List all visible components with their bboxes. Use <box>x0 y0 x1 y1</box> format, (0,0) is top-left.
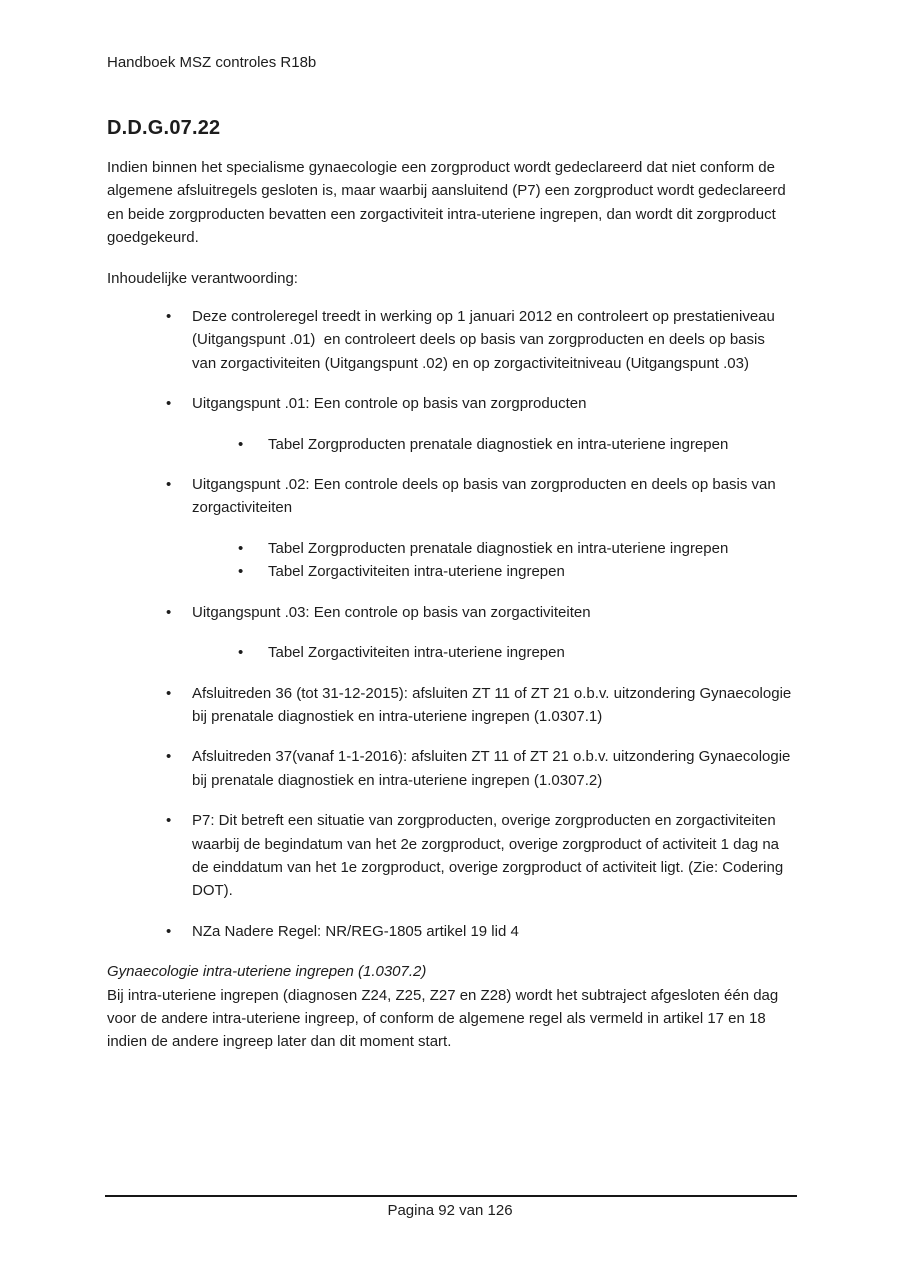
bullet-item <box>107 920 793 943</box>
closing-paragraph: Bij intra-uteriene ingrepen (diagnosen Z24, Z25, Z27 en Z28) wordt het subtraject afgesloten één dag voor de andere intra-uteriene ingreep, of conform de algemene regel als vermeld in artikel 17 en 18 indien de andere ingreep later dan dit moment start. <box>107 986 783 1051</box>
bullet-text: Tabel Zorgactiviteiten intra-uteriene ingrepen <box>268 563 565 581</box>
section-label: Inhoudelijke verantwoording: <box>107 269 298 287</box>
intro-paragraph: Indien binnen het specialisme gynaecologie een zorgproduct wordt gedeclareerd dat niet conform de algemene afsluitregels gesloten is, maar waarbij aansluitend (P7) een zorgproduct wordt gedeclareerd en beide zorgproducten bevatten een zorgactiviteit intra-uteriene ingrepen, dan wordt dit zorgproduct goedgekeurd. <box>107 159 790 247</box>
closing-heading: Gynaecologie intra-uteriene ingrepen (1.0307.2) <box>107 963 427 981</box>
bullet-icon: • <box>238 539 244 557</box>
bullet-icon: • <box>166 922 172 940</box>
bullet-text: Uitgangspunt .01: Een controle op basis van zorgproducten <box>192 395 587 413</box>
sub-bullet-group <box>107 641 793 664</box>
sub-bullet-item <box>107 641 793 664</box>
bullet-icon: • <box>166 476 172 494</box>
document-content <box>107 51 796 1054</box>
bullet-item <box>107 601 793 624</box>
bullet-text: Afsluitreden 37(vanaf 1-1-2016): afsluiten ZT 11 of ZT 21 o.b.v. uitzondering Gynaecologie bij prenatale diagnostiek en intra-uteriene ingrepen (1.0307.2) <box>192 748 795 789</box>
bullet-text: Tabel Zorgproducten prenatale diagnostiek en intra-uteriene ingrepen <box>268 539 729 557</box>
bullet-text: Afsluitreden 36 (tot 31-12-2015): afsluiten ZT 11 of ZT 21 o.b.v. uitzondering Gynaecologie bij prenatale diagnostiek en intra-uteriene ingrepen (1.0307.1) <box>192 684 796 725</box>
bullet-item <box>107 392 793 415</box>
sub-bullet-group <box>107 537 793 584</box>
page-number: Pagina 92 van 126 <box>387 1202 513 1219</box>
bullet-list <box>107 305 796 943</box>
bullet-text: P7: Dit betreft een situatie van zorgproducten, overige zorgproducten en zorgactiviteiten waarbij de begindatum van het 2e zorgproduct, overige zorgproduct of activiteit 1 dag na de einddatum van het 1e zorgproduct, overige zorgproduct of activiteit ligt. (Zie: Codering DOT). <box>192 812 788 900</box>
bullet-icon: • <box>166 395 172 413</box>
bullet-icon: • <box>166 748 172 766</box>
bullet-icon: • <box>238 563 244 581</box>
bullet-item <box>107 809 793 903</box>
bullet-text: Tabel Zorgactiviteiten intra-uteriene ingrepen <box>268 644 565 662</box>
bullet-text: Uitgangspunt .03: Een controle op basis van zorgactiviteiten <box>192 603 591 621</box>
bullet-text: NZa Nadere Regel: NR/REG-1805 artikel 19 lid 4 <box>192 922 519 940</box>
bullet-item <box>107 473 793 520</box>
sub-bullet-group <box>107 433 793 456</box>
document-header: Handboek MSZ controles R18b <box>107 54 317 71</box>
closing-block <box>107 960 793 1054</box>
sub-bullet-item <box>107 560 793 583</box>
bullet-text: Uitgangspunt .02: Een controle deels op basis van zorgproducten en deels op basis van zorgactiviteiten <box>192 476 780 517</box>
bullet-item <box>107 305 793 375</box>
bullet-icon: • <box>238 644 244 662</box>
page-title: D.D.G.07.22 <box>107 117 221 139</box>
bullet-item <box>107 682 796 729</box>
footer-rule <box>105 1195 797 1197</box>
bullet-icon: • <box>166 812 172 830</box>
sub-bullet-item <box>107 433 793 456</box>
bullet-icon: • <box>166 308 172 326</box>
sub-bullet-item <box>107 537 793 560</box>
bullet-icon: • <box>166 603 172 621</box>
bullet-icon: • <box>166 684 172 702</box>
bullet-text: Deze controleregel treedt in werking op 1 januari 2012 en controleert op prestatieniveau (Uitgangspunt .01) en controleert deels op basis van zorgproducten en deels op basis van zorgactiviteiten (Uitgangspunt .02) en op zorgactiviteitniveau (Uitgangspunt .03) <box>192 308 780 372</box>
bullet-icon: • <box>238 435 244 453</box>
bullet-item <box>107 745 793 792</box>
bullet-text: Tabel Zorgproducten prenatale diagnostiek en intra-uteriene ingrepen <box>268 435 729 453</box>
